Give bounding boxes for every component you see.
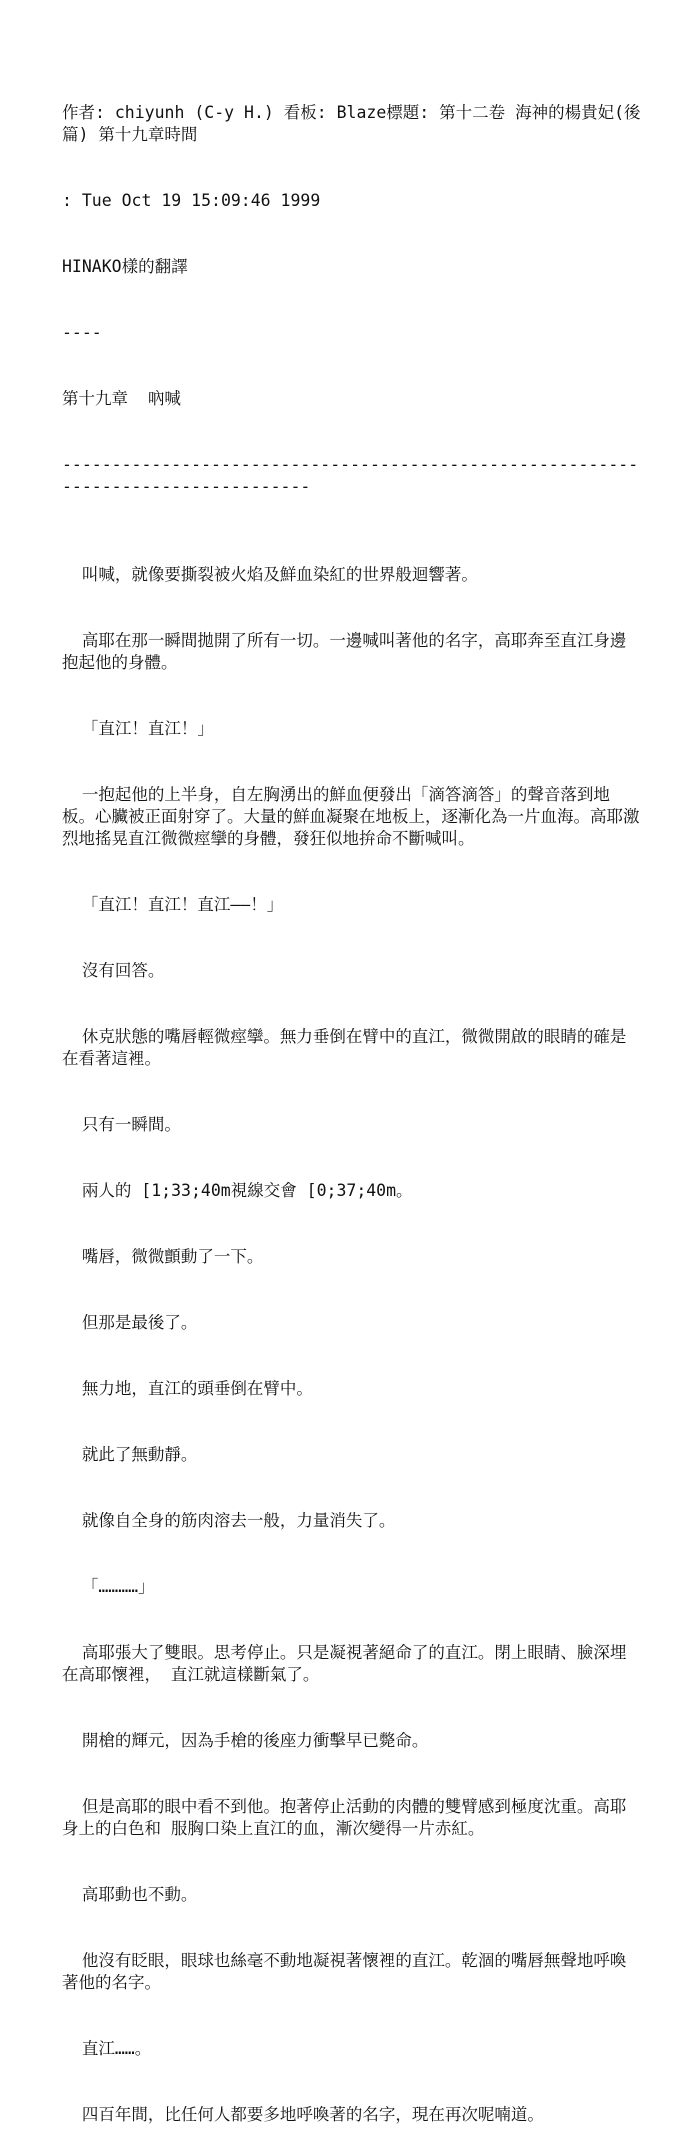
paragraph: 就此了無動靜。 bbox=[62, 1445, 198, 1464]
post-header-author-board-title: 作者: chiyunh (C-y H.) 看板: Blaze標題: 第十二卷 海神的楊貴妃(後篇) 第十九章時間 bbox=[62, 103, 641, 144]
paragraph: 只有一瞬間。 bbox=[62, 1115, 181, 1134]
paragraph: 開槍的輝元，因為手槍的後座力衝擊早已斃命。 bbox=[62, 1731, 429, 1750]
paragraph: 「直江！直江！」 bbox=[62, 719, 214, 738]
paragraph: 就像自全身的筋肉溶去一般，力量消失了。 bbox=[62, 1511, 396, 1530]
paragraph: 高耶動也不動。 bbox=[62, 1885, 198, 1904]
paragraph: 休克狀態的嘴唇輕微痙攣。無力垂倒在臂中的直江，微微開啟的眼睛的確是在看著這裡。 bbox=[62, 1027, 627, 1068]
separator-short: ---- bbox=[62, 323, 102, 342]
chapter-title: 第十九章 吶喊 bbox=[62, 389, 181, 408]
separator-rule: ----------------------------------------------------------------------------------- bbox=[62, 455, 639, 496]
paragraph: 他沒有眨眼，眼球也絲毫不動地凝視著懷裡的直江。乾涸的嘴唇無聲地呼喚著他的名字。 bbox=[62, 1951, 627, 1992]
paragraph: 嘴唇，微微顫動了一下。 bbox=[62, 1247, 264, 1266]
paragraph: 高耶張大了雙眼。思考停止。只是凝視著絕命了的直江。閉上眼睛、臉深埋在高耶懷裡， 直江就這樣斷氣了。 bbox=[62, 1643, 627, 1684]
paragraph: 「…………」 bbox=[62, 1577, 155, 1596]
paragraph: 兩人的 [1;33;40m視線交會 [0;37;40m。 bbox=[62, 1181, 413, 1200]
paragraph: 叫喊，就像要撕裂被火焰及鮮血染紅的世界般迴響著。 bbox=[62, 565, 478, 584]
paragraph: 一抱起他的上半身，自左胸湧出的鮮血便發出「滴答滴答」的聲音落到地板。心臟被正面射穿了。大量的鮮血凝聚在地板上，逐漸化為一片血海。高耶激烈地搖晃直江微微痙攣的身體，發狂似地拚命不斷喊叫。 bbox=[62, 785, 640, 848]
paragraph: 但是高耶的眼中看不到他。抱著停止活動的肉體的雙臂感到極度沈重。高耶身上的白色和 服胸口染上直江的血，漸次變得一片赤紅。 bbox=[62, 1797, 627, 1838]
paragraph: 但那是最後了。 bbox=[62, 1313, 198, 1332]
paragraph: 直江……。 bbox=[62, 2039, 152, 2058]
post-header-time: : Tue Oct 19 15:09:46 1999 bbox=[62, 191, 321, 210]
paragraph: 高耶在那一瞬間拋開了所有一切。一邊喊叫著他的名字，高耶奔至直江身邊抱起他的身體。 bbox=[62, 631, 627, 672]
document-body bbox=[62, 58, 642, 2148]
paragraph: 「直江！直江！直江——！」 bbox=[62, 895, 284, 914]
paragraph: 無力地，直江的頭垂倒在臂中。 bbox=[62, 1379, 313, 1398]
translator-credit: HINAKO樣的翻譯 bbox=[62, 257, 188, 276]
paragraph: 沒有回答。 bbox=[62, 961, 165, 980]
paragraph: 四百年間，比任何人都要多地呼喚著的名字，現在再次呢喃道。 bbox=[62, 2105, 544, 2124]
